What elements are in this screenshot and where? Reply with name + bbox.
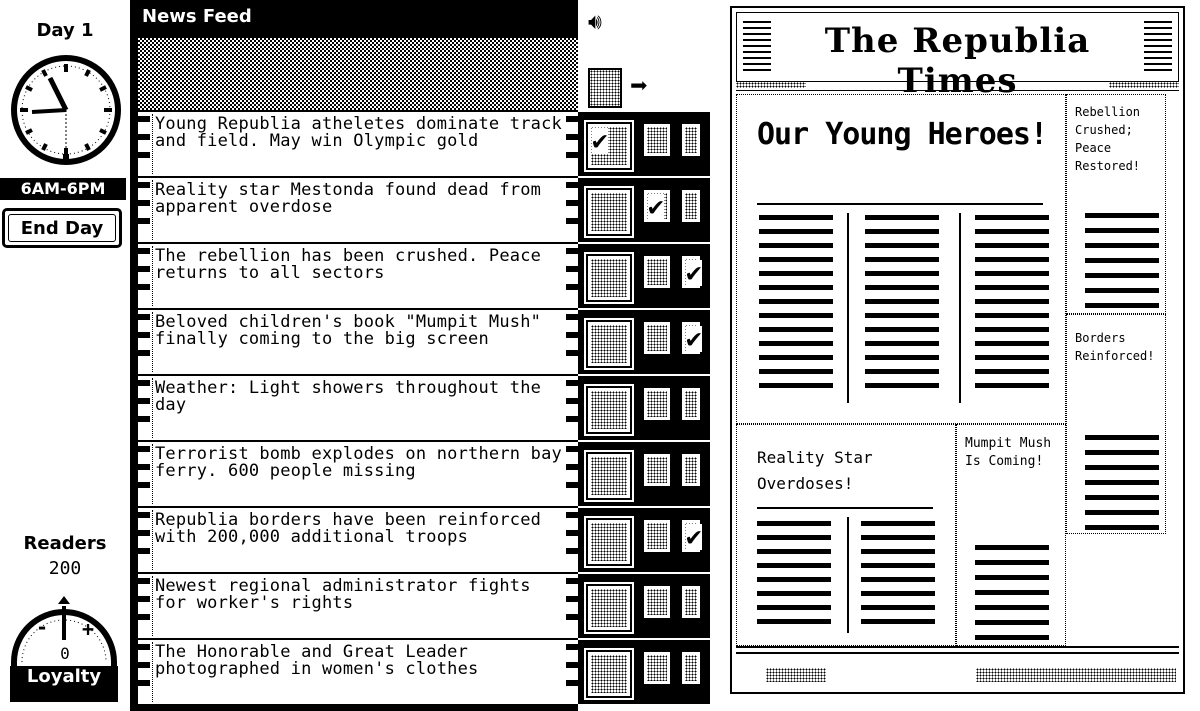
text-placeholder-line (865, 369, 939, 374)
text-placeholder-line (975, 285, 1049, 290)
headline-bottom-left: Reality Star Overdoses! (757, 448, 873, 493)
feed-item[interactable] (138, 640, 578, 704)
size-medium-button[interactable] (642, 584, 672, 620)
size-medium-button[interactable] (642, 452, 672, 488)
text-placeholder-line (1085, 465, 1159, 470)
size-medium-button[interactable] (642, 254, 672, 290)
article-bottom-left (736, 424, 956, 646)
layout-slot (578, 112, 710, 176)
feed-item[interactable] (138, 442, 578, 506)
text-placeholder-line (759, 299, 833, 304)
layout-slot (578, 310, 710, 374)
text-placeholder-line (865, 215, 939, 220)
text-placeholder-line (865, 327, 939, 332)
text-placeholder-line (975, 299, 1049, 304)
layout-slot (578, 442, 710, 506)
text-placeholder-line (759, 355, 833, 360)
text-placeholder-line (861, 591, 935, 596)
layout-slot (578, 244, 710, 308)
size-small-button[interactable] (680, 518, 702, 554)
size-large-button[interactable] (586, 254, 632, 302)
size-large-button[interactable] (586, 188, 632, 236)
text-placeholder-line (757, 563, 831, 568)
feed-item-text: Beloved children's book "Mumpit Mush" finally coming to the big screen (155, 312, 542, 349)
layout-slot (578, 640, 710, 704)
text-placeholder-line (975, 355, 1049, 360)
text-placeholder-line (975, 229, 1049, 234)
text-placeholder-line (1085, 435, 1159, 440)
text-placeholder-line (861, 605, 935, 610)
text-placeholder-line (865, 355, 939, 360)
text-placeholder-line (865, 285, 939, 290)
article-bottom-mid (956, 424, 1066, 646)
layout-slot (578, 574, 710, 638)
feed-item[interactable] (138, 244, 578, 308)
size-small-button[interactable] (680, 254, 702, 290)
text-placeholder-line (759, 383, 833, 388)
text-placeholder-line (1085, 303, 1159, 308)
text-placeholder-line (861, 521, 935, 526)
feed-item[interactable] (138, 112, 578, 176)
feed-header-pattern (138, 38, 578, 110)
arrow-right-icon: ➡︎ (630, 69, 649, 104)
text-placeholder-line (861, 577, 935, 582)
text-placeholder-line (1085, 525, 1159, 530)
svg-text:-: - (35, 615, 49, 639)
layout-slot (578, 178, 710, 242)
check-icon: ✔ (686, 522, 702, 552)
text-placeholder-line (759, 285, 833, 290)
status-panel (0, 0, 130, 711)
text-placeholder-line (759, 313, 833, 318)
text-placeholder-line (757, 577, 831, 582)
text-placeholder-line (975, 383, 1049, 388)
article-side-1 (1066, 94, 1166, 314)
size-small-button[interactable] (680, 584, 702, 620)
text-placeholder-line (975, 327, 1049, 332)
newspaper-name: The Republia Times (824, 21, 1091, 101)
text-placeholder-line (1085, 243, 1159, 248)
readers-count: 200 (48, 558, 82, 579)
text-placeholder-line (861, 619, 935, 624)
text-placeholder-line (865, 229, 939, 234)
end-day-button[interactable]: End Day (2, 208, 122, 248)
text-placeholder-line (865, 271, 939, 276)
svg-text:+: + (81, 617, 95, 641)
text-placeholder-line (757, 619, 831, 624)
article-main (736, 94, 1066, 424)
newspaper-footer (736, 646, 1179, 688)
headline-bottom-mid: Mumpit Mush Is Coming! (965, 436, 1052, 469)
size-small-button[interactable] (680, 452, 702, 488)
speaker-icon[interactable]: 🔊︎ (588, 10, 602, 35)
text-placeholder-line (865, 383, 939, 388)
text-placeholder-line (975, 271, 1049, 276)
feed-item-text: Young Republia atheletes dominate track and field. May win Olympic gold (155, 114, 562, 151)
text-placeholder-line (861, 563, 935, 568)
loyalty-label: Loyalty (26, 666, 102, 687)
headline-side-1: Rebellion Crushed; Peace Restored! (1075, 105, 1141, 173)
text-placeholder-line (861, 549, 935, 554)
text-placeholder-line (865, 299, 939, 304)
text-placeholder-line (1085, 450, 1159, 455)
check-icon: ✔ (686, 258, 702, 288)
article-side-2 (1066, 314, 1166, 534)
newspaper-preview (730, 6, 1185, 694)
check-icon: ✔ (648, 192, 664, 222)
size-large-button[interactable] (586, 584, 632, 632)
feed-item[interactable] (138, 376, 578, 440)
text-placeholder-line (975, 620, 1049, 625)
size-large-button[interactable] (586, 650, 632, 698)
layout-selector-strip (578, 0, 710, 711)
text-placeholder-line (865, 257, 939, 262)
text-placeholder-line (975, 313, 1049, 318)
readers-label: Readers (23, 533, 107, 554)
layout-slot (578, 376, 710, 440)
text-placeholder-line (759, 271, 833, 276)
text-placeholder-line (757, 549, 831, 554)
text-placeholder-line (1085, 495, 1159, 500)
text-placeholder-line (757, 535, 831, 540)
text-placeholder-line (759, 327, 833, 332)
size-small-button[interactable] (680, 320, 702, 356)
text-placeholder-line (975, 341, 1049, 346)
news-feed-title: News Feed (142, 6, 252, 27)
feed-item-text: Terrorist bomb explodes on northern bay ferry. 600 people missing (155, 444, 562, 481)
size-large-button[interactable] (586, 386, 632, 434)
loyalty-value: 0 (60, 644, 70, 663)
text-placeholder-line (865, 313, 939, 318)
feed-item[interactable] (138, 574, 578, 638)
text-placeholder-line (1085, 273, 1159, 278)
masthead-strip (736, 80, 1179, 91)
text-placeholder-line (975, 545, 1049, 550)
size-medium-button[interactable] (642, 122, 672, 158)
size-medium-button[interactable] (642, 188, 672, 224)
size-medium-button[interactable] (642, 518, 672, 554)
check-icon: ✔ (686, 324, 702, 354)
masthead (736, 12, 1179, 101)
text-placeholder-line (1085, 213, 1159, 218)
text-placeholder-line (757, 605, 831, 610)
text-placeholder-line (1085, 228, 1159, 233)
text-placeholder-line (759, 341, 833, 346)
text-placeholder-line (759, 229, 833, 234)
text-placeholder-line (757, 521, 831, 526)
text-placeholder-line (759, 215, 833, 220)
size-large-button[interactable] (586, 452, 632, 500)
text-placeholder-line (759, 257, 833, 262)
clock-icon (10, 54, 122, 166)
size-small-button[interactable] (680, 650, 702, 686)
text-placeholder-line (975, 560, 1049, 565)
check-icon: ✔ (592, 126, 608, 156)
text-placeholder-line (975, 605, 1049, 610)
text-placeholder-line (861, 535, 935, 540)
layout-slot (578, 508, 710, 572)
text-placeholder-line (1085, 258, 1159, 263)
text-placeholder-line (1085, 288, 1159, 293)
headline-side-2: Borders Reinforced! (1075, 331, 1155, 363)
news-feed-panel (130, 0, 578, 711)
size-large-button[interactable] (586, 320, 632, 368)
feed-item-text: Reality star Mestonda found dead from apparent overdose (155, 180, 542, 217)
text-placeholder-line (759, 243, 833, 248)
text-placeholder-line (759, 369, 833, 374)
size-medium-button[interactable] (642, 386, 672, 422)
feed-item-text: Republia borders have been reinforced with 200,000 additional troops (155, 510, 542, 547)
size-medium-button[interactable] (642, 320, 672, 356)
text-placeholder-line (975, 243, 1049, 248)
text-placeholder-line (757, 591, 831, 596)
text-placeholder-line (1085, 510, 1159, 515)
text-placeholder-line (975, 575, 1049, 580)
perforation (138, 116, 150, 170)
text-placeholder-line (975, 369, 1049, 374)
feed-item[interactable] (138, 178, 578, 242)
size-small-button[interactable] (680, 122, 702, 158)
text-placeholder-line (975, 257, 1049, 262)
day-label: Day 1 (36, 20, 94, 41)
size-small-button[interactable] (680, 188, 702, 224)
text-placeholder-line (975, 635, 1049, 640)
feed-item[interactable] (138, 310, 578, 374)
feed-item[interactable] (138, 508, 578, 572)
work-hours: 6AM-6PM (0, 178, 126, 200)
size-large-button[interactable] (586, 518, 632, 566)
feed-item-text: Weather: Light showers throughout the day (155, 378, 542, 415)
newspaper-thumbnail-icon (588, 68, 622, 108)
size-medium-button[interactable] (642, 650, 672, 686)
feed-item-text: The Honorable and Great Leader photographed in women's clothes (155, 642, 479, 679)
feed-item-text: The rebellion has been crushed. Peace returns to all sectors (155, 246, 542, 283)
feed-item-text: Newest regional administrator fights for worker's rights (155, 576, 531, 613)
text-placeholder-line (865, 341, 939, 346)
text-placeholder-line (975, 215, 1049, 220)
text-placeholder-line (865, 243, 939, 248)
size-large-button[interactable] (586, 122, 632, 170)
perforation (566, 116, 578, 170)
text-placeholder-line (975, 590, 1049, 595)
size-small-button[interactable] (680, 386, 702, 422)
headline-main: Our Young Heroes! (757, 117, 1048, 152)
text-placeholder-line (1085, 480, 1159, 485)
